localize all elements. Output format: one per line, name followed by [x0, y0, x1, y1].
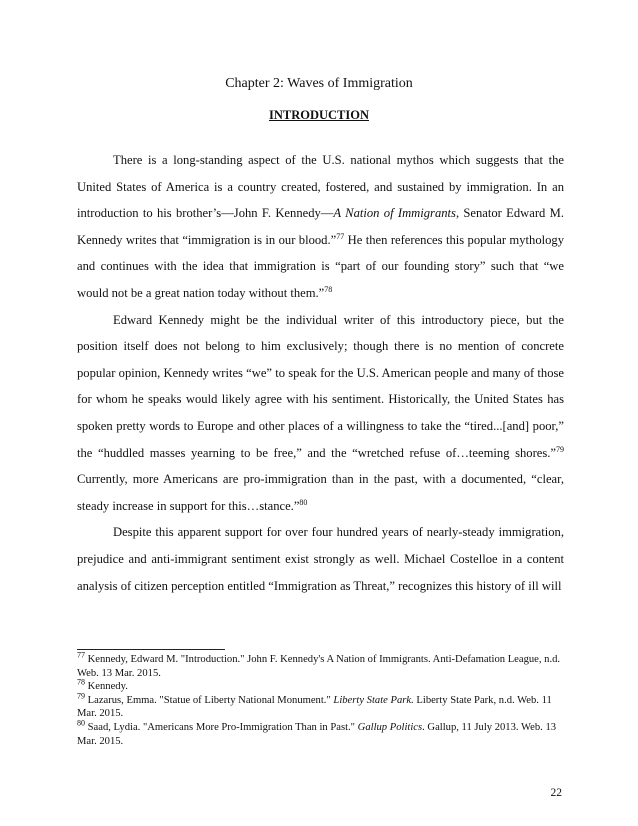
- footnote-text: Saad, Lydia. "Americans More Pro-Immigration Than in Past.": [85, 721, 358, 733]
- body-text: [77, 147, 564, 599]
- footnote-text: Liberty State Park, n.d. Web. 11 Mar. 2015.: [77, 694, 552, 720]
- footnote-79: [77, 691, 564, 721]
- paragraph-2: [77, 307, 564, 520]
- paragraph-3-text: Despite this apparent support for over four hundred years of nearly-steady immigration, prejudice and anti-immigrant sentiment exist strongly as well. Michael Costelloe in a content analysis of citizen perception entitled “Immigration as Threat,” recognizes this history of ill will: [77, 525, 564, 593]
- footnote-italic-title: Liberty State Park.: [333, 694, 414, 706]
- paragraph-1-text-d: He then references this popular mythology and continues with the idea that immigration is “part of our founding story” such that “we would not be a great nation today without them.”: [77, 232, 565, 300]
- footnote-separator: [77, 649, 225, 650]
- section-heading: INTRODUCTION: [268, 108, 369, 122]
- footnote-ref-80: 80: [299, 497, 308, 507]
- paragraph-1-text-c: , Senator Edward M. Kennedy writes that “immigration is in our blood.”: [77, 206, 564, 247]
- paragraph-3: [77, 519, 564, 599]
- footnote-text: Kennedy.: [85, 681, 128, 693]
- footnote-80: [77, 718, 564, 748]
- footnote-text: Kennedy, Edward M. "Introduction." John F. Kennedy's A Nation of Immigrants. Anti-Defamation League, n.d. Web. 13 Mar. 2015.: [77, 654, 561, 679]
- footnote-text: Lazarus, Emma. "Statue of Liberty National Monument.": [85, 694, 334, 706]
- paragraph-1: [77, 147, 564, 307]
- chapter-title: Chapter 2: Waves of Immigration: [225, 76, 413, 91]
- footnote-ref-79: 79: [556, 444, 564, 454]
- footnote-ref-77: 77: [336, 231, 345, 241]
- footnote-77: [77, 650, 564, 680]
- paragraph-1-text-a: There is a long-standing aspect of the U.S. national mythos which suggests that the United States of America is a country created, fostered, and sustained by immigration. In an introduction to his brother’s—John F. Kennedy—: [77, 153, 564, 221]
- book-title: A Nation of Immigrants: [333, 206, 456, 221]
- footnote-number: 78: [77, 677, 85, 687]
- footnote-number: 80: [77, 718, 85, 728]
- footnote-text: . Gallup, 11 July 2013. Web. 13 Mar. 2015.: [77, 721, 557, 747]
- footnote-number: 79: [77, 691, 85, 701]
- paragraph-2-text-a: Edward Kennedy might be the individual writer of this introductory piece, but the position itself does not belong to him exclusively; though there is no mention of concrete popular opinion, Kennedy writes “we” to speak for the U.S. American people and many of those for whom he speaks would likely agree with his sentiment. Historically, the United States has spoken pretty words to Europe and other places of a willingness to take the “tired...[and] poor,” the “huddled masses yearning to be free,” and the “wretched refuse of…teeming shores.”: [77, 312, 564, 460]
- footnote-italic-title: Gallup Politics: [357, 721, 423, 733]
- footnote-number: 77: [77, 650, 85, 660]
- page-number: 22: [550, 787, 562, 799]
- footnote-ref-78: 78: [324, 284, 333, 294]
- footnotes: [77, 650, 564, 748]
- footnote-78: [77, 677, 564, 694]
- paragraph-2-text-b: Currently, more Americans are pro-immigration than in the past, with a documented, “clear, steady increase in support for this…stance.”: [77, 472, 564, 513]
